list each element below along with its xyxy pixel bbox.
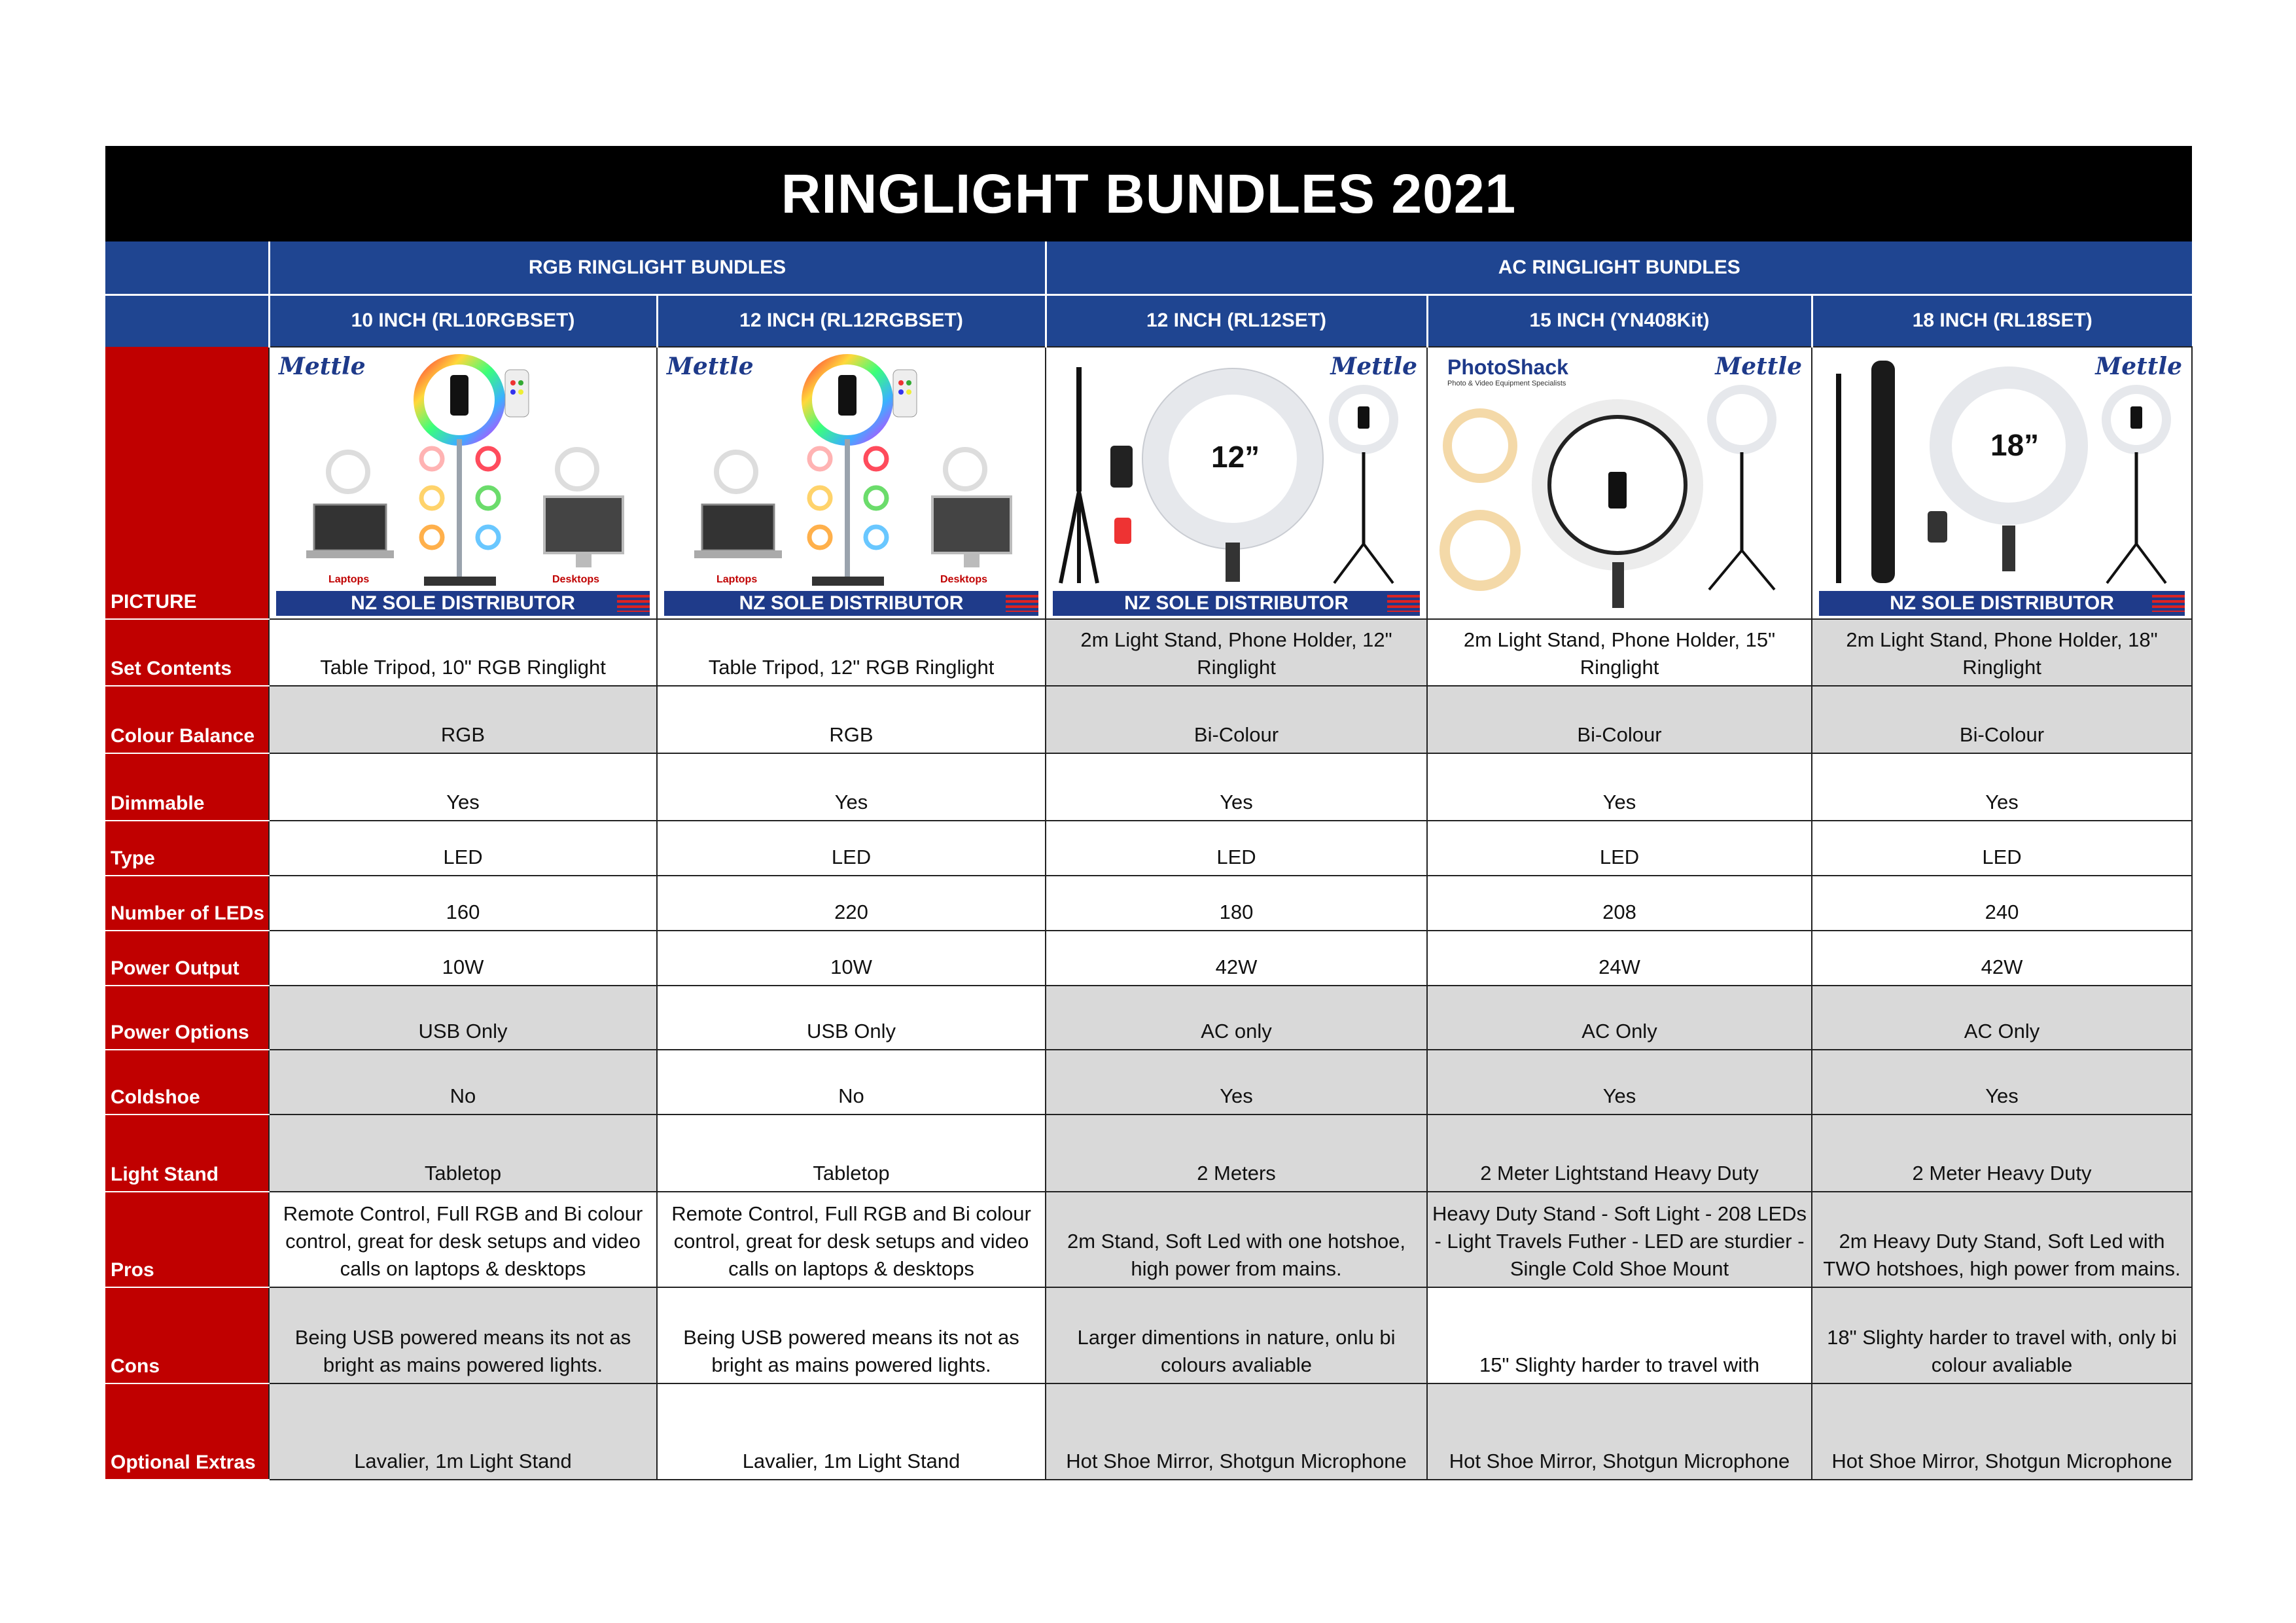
spec-cell: 24W (1427, 931, 1812, 986)
model-header-blank (105, 294, 269, 347)
ring-size-label: 18” (1990, 428, 2040, 462)
spec-cell: AC Only (1812, 986, 2192, 1050)
desktops-caption: Desktops (940, 574, 988, 585)
model-header: 12 INCH (RL12RGBSET) (657, 294, 1046, 347)
spec-cell: Bi-Colour (1812, 686, 2192, 753)
laptops-caption: Laptops (716, 574, 758, 585)
row-label: Optional Extras (105, 1383, 269, 1480)
spec-cell: RGB (269, 686, 657, 753)
product-image-rl12set (1046, 347, 1427, 619)
spec-cell: Hot Shoe Mirror, Shotgun Microphone (1046, 1383, 1427, 1480)
spec-cell: 2m Stand, Soft Led with one hotshoe, high power from mains. (1046, 1192, 1427, 1287)
product-image-rl10rgbset (269, 347, 657, 619)
spec-cell: Yes (1427, 1050, 1812, 1115)
spec-cell: USB Only (657, 986, 1046, 1050)
mettle-logo: Mettle (2095, 353, 2183, 380)
spec-cell: Lavalier, 1m Light Stand (657, 1383, 1046, 1480)
spec-cell: 18" Slighty harder to travel with, only bi colour avaliable (1812, 1287, 2192, 1383)
spec-row-optional-extras (105, 1383, 2192, 1480)
spec-cell: Yes (657, 753, 1046, 821)
nz-sole-distributor-banner: NZ SOLE DISTRIBUTOR (1819, 591, 2185, 616)
spec-cell: Lavalier, 1m Light Stand (269, 1383, 657, 1480)
spec-cell: Yes (1812, 1050, 2192, 1115)
group-header-rgb: RGB RINGLIGHT BUNDLES (269, 241, 1046, 294)
spec-row-light-stand (105, 1115, 2192, 1192)
spec-cell: Bi-Colour (1046, 686, 1427, 753)
spec-cell: AC only (1046, 986, 1427, 1050)
product-image-yn408kit (1427, 347, 1812, 619)
spec-cell: Tabletop (269, 1115, 657, 1192)
spec-row-cons (105, 1287, 2192, 1383)
row-label: Type (105, 821, 269, 876)
row-label: Number of LEDs (105, 876, 269, 931)
photoshack-logo: PhotoShack Photo & Video Equipment Specialists (1447, 355, 1568, 387)
ac-ringlight-illustration (1812, 348, 2190, 618)
spec-cell: Remote Control, Full RGB and Bi colour control, great for desk setups and video calls on laptops & desktops (269, 1192, 657, 1287)
laptops-caption: Laptops (328, 574, 370, 585)
row-label: Power Options (105, 986, 269, 1050)
model-header: 18 INCH (RL18SET) (1812, 294, 2192, 347)
spec-cell: LED (1427, 821, 1812, 876)
row-label: Cons (105, 1287, 269, 1383)
spec-cell: Yes (1427, 753, 1812, 821)
mettle-logo: Mettle (1330, 353, 1417, 380)
comparison-table (105, 146, 2193, 1480)
spec-cell: 2 Meters (1046, 1115, 1427, 1192)
spec-cell: Larger dimentions in nature, onlu bi colours avaliable (1046, 1287, 1427, 1383)
spec-cell: 208 (1427, 876, 1812, 931)
desktops-caption: Desktops (552, 574, 600, 585)
spec-cell: Table Tripod, 10" RGB Ringlight (269, 619, 657, 686)
spec-row-power-options (105, 986, 2192, 1050)
spec-cell: 160 (269, 876, 657, 931)
spec-cell: No (269, 1050, 657, 1115)
spec-cell: 10W (657, 931, 1046, 986)
spec-cell: Table Tripod, 12" RGB Ringlight (657, 619, 1046, 686)
model-header: 12 INCH (RL12SET) (1046, 294, 1427, 347)
spec-cell: 240 (1812, 876, 2192, 931)
nz-sole-distributor-banner: NZ SOLE DISTRIBUTOR (1053, 591, 1420, 616)
row-label: Pros (105, 1192, 269, 1287)
spec-cell: 10W (269, 931, 657, 986)
spec-row-number-of-leds (105, 876, 2192, 931)
nz-sole-distributor-banner: NZ SOLE DISTRIBUTOR (664, 591, 1038, 616)
group-header-blank (105, 241, 269, 294)
spec-cell: LED (269, 821, 657, 876)
yongnuo-ringlight-illustration (1428, 348, 1810, 618)
spec-cell: 2m Heavy Duty Stand, Soft Led with TWO hotshoes, high power from mains. (1812, 1192, 2192, 1287)
spec-cell: Hot Shoe Mirror, Shotgun Microphone (1812, 1383, 2192, 1480)
spec-cell: Bi-Colour (1427, 686, 1812, 753)
mettle-logo: Mettle (1715, 353, 1802, 380)
spec-row-pros (105, 1192, 2192, 1287)
spec-cell: 42W (1812, 931, 2192, 986)
mettle-logo: Mettle (279, 353, 366, 380)
spec-cell: Yes (1812, 753, 2192, 821)
spec-cell: USB Only (269, 986, 657, 1050)
spec-cell: Tabletop (657, 1115, 1046, 1192)
spec-cell: 2m Light Stand, Phone Holder, 18" Ringlight (1812, 619, 2192, 686)
spec-cell: 2m Light Stand, Phone Holder, 12" Ringlight (1046, 619, 1427, 686)
product-image-rl12rgbset (657, 347, 1046, 619)
spec-cell: LED (1812, 821, 2192, 876)
product-image-rl18set (1812, 347, 2192, 619)
spec-row-set-contents (105, 619, 2192, 686)
spec-cell: Hot Shoe Mirror, Shotgun Microphone (1427, 1383, 1812, 1480)
mettle-logo: Mettle (667, 353, 754, 380)
group-header-row (105, 241, 2192, 294)
row-label: Light Stand (105, 1115, 269, 1192)
ring-size-label: 12” (1211, 440, 1260, 474)
spec-cell: Heavy Duty Stand - Soft Light - 208 LEDs - Light Travels Futher - LED are sturdier - Single Cold Shoe Mount (1427, 1192, 1812, 1287)
spec-row-coldshoe (105, 1050, 2192, 1115)
row-label: Coldshoe (105, 1050, 269, 1115)
ringlight-comparison-sheet (105, 146, 2192, 1480)
model-header: 10 INCH (RL10RGBSET) (269, 294, 657, 347)
spec-cell: Being USB powered means its not as bright as mains powered lights. (657, 1287, 1046, 1383)
spec-cell: 2m Light Stand, Phone Holder, 15" Ringlight (1427, 619, 1812, 686)
spec-row-dimmable (105, 753, 2192, 821)
group-header-ac: AC RINGLIGHT BUNDLES (1046, 241, 2192, 294)
title-row (105, 146, 2192, 241)
spec-cell: LED (1046, 821, 1427, 876)
row-label: Colour Balance (105, 686, 269, 753)
spec-cell: Yes (1046, 1050, 1427, 1115)
row-label: Dimmable (105, 753, 269, 821)
spec-cell: Yes (1046, 753, 1427, 821)
spec-cell: Remote Control, Full RGB and Bi colour control, great for desk setups and video calls on laptops & desktops (657, 1192, 1046, 1287)
spec-cell: Yes (269, 753, 657, 821)
spec-cell: 42W (1046, 931, 1427, 986)
spec-cell: AC Only (1427, 986, 1812, 1050)
spec-row-colour-balance (105, 686, 2192, 753)
row-label: Power Output (105, 931, 269, 986)
spec-cell: No (657, 1050, 1046, 1115)
ac-ringlight-illustration (1046, 348, 1425, 618)
spec-cell: LED (657, 821, 1046, 876)
spec-cell: 180 (1046, 876, 1427, 931)
row-label: Set Contents (105, 619, 269, 686)
spec-cell: RGB (657, 686, 1046, 753)
spec-row-type (105, 821, 2192, 876)
page-title: RINGLIGHT BUNDLES 2021 (105, 146, 2192, 241)
row-label-picture: PICTURE (105, 347, 269, 619)
spec-cell: 15" Slighty harder to travel with (1427, 1287, 1812, 1383)
spec-cell: 220 (657, 876, 1046, 931)
model-header: 15 INCH (YN408Kit) (1427, 294, 1812, 347)
spec-row-power-output (105, 931, 2192, 986)
nz-sole-distributor-banner: NZ SOLE DISTRIBUTOR (276, 591, 650, 616)
spec-cell: 2 Meter Heavy Duty (1812, 1115, 2192, 1192)
spec-cell: 2 Meter Lightstand Heavy Duty (1427, 1115, 1812, 1192)
model-header-row (105, 294, 2192, 347)
spec-cell: Being USB powered means its not as bright as mains powered lights. (269, 1287, 657, 1383)
picture-row (105, 347, 2192, 619)
